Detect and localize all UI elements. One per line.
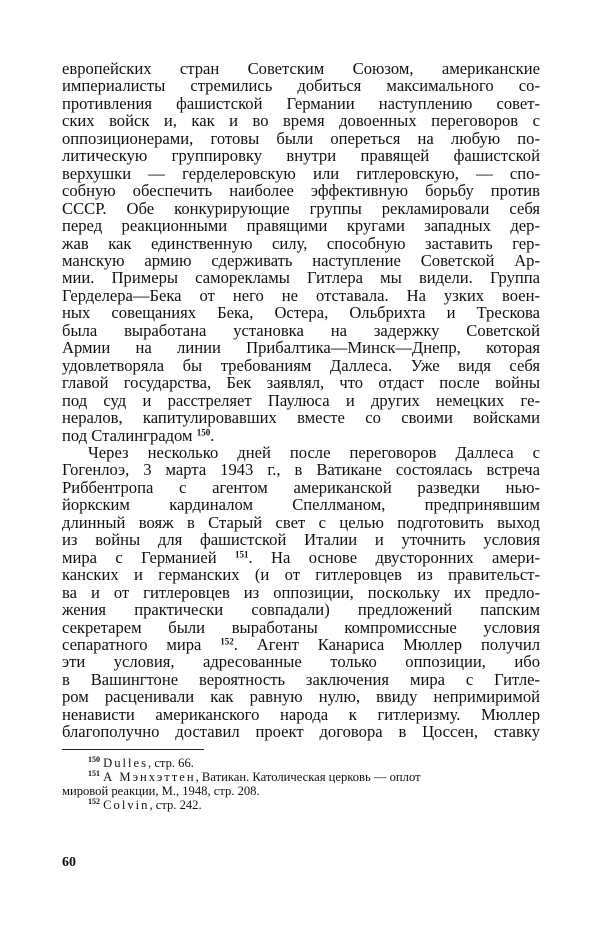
footnote-text: , стр. 242. xyxy=(149,797,202,812)
text-line xyxy=(62,549,540,566)
footnote-151 xyxy=(62,770,540,784)
text-line: ских войск и, как и во время довоенных переговоров с xyxy=(62,111,540,131)
text-line: Армии на линии Прибалтика—Минск—Днепр, которая xyxy=(62,338,540,358)
text-line: в Вашингтоне вероятность заключения мира с Гитле- xyxy=(62,669,540,689)
text-line xyxy=(62,636,540,653)
text-fragment: под Сталинградом xyxy=(62,425,193,445)
text-line: удовлетворяла бы требованиям Даллеса. Уже видя себя xyxy=(62,355,540,375)
footnote-ref-150: 150 xyxy=(196,427,211,438)
text-line: секретарем были выработаны компромиссные условия xyxy=(62,617,540,637)
footnote-150 xyxy=(62,756,540,770)
footnote-text: , Ватикан. Католическая церковь — оплот xyxy=(195,769,421,784)
text-line: йоркским кардиналом Спеллманом, предпринявшим xyxy=(62,495,540,515)
footnote-author: А Мэнхэттен xyxy=(103,769,196,784)
footnote-author: Dulles xyxy=(103,755,149,770)
text-line: ва и от гитлеровцев из оппозиции, поскольку их предло- xyxy=(62,582,540,602)
text-line: из войны для фашистской Италии и уточнить условия xyxy=(62,530,540,550)
text-line: европейских стран Советским Союзом, американские xyxy=(62,59,540,78)
text-line: Герделера—Бека от него не отставала. На узких воен- xyxy=(62,285,540,305)
text-line: собную обеспечить наиболее эффективную борьбу против xyxy=(62,181,540,201)
text-fragment: мира с Германией xyxy=(62,547,217,567)
footnote-151-continuation: мировой реакции, М., 1948, стр. 208. xyxy=(62,783,260,798)
text-line: манскую армию сдерживать наступление Советской Ар- xyxy=(62,250,540,270)
footnote-text: , стр. 66. xyxy=(148,755,194,770)
text-line: ных совещаниях Бека, Остера, Ольбрихта и Трескова xyxy=(62,303,540,323)
text-line: перед реакционными правящими кругами западных дер- xyxy=(62,216,540,236)
text-fragment: . Агент Канариса Мюллер получил xyxy=(233,634,540,654)
page-number: 60 xyxy=(62,855,76,870)
footnote-number: 151 xyxy=(88,768,100,778)
text-fragment: . xyxy=(210,425,215,445)
text-fragment: сепаратного мира xyxy=(62,634,202,654)
text-line: Риббентропа с агентом американской разведки нью- xyxy=(62,477,540,497)
text-line: империалисты стремились добиться максимального со- xyxy=(62,76,540,96)
text-line: под суд и расстреляет Паулюса и других немецких ге- xyxy=(62,390,540,410)
text-line: канских и германских (и от гитлеровцев из правительст- xyxy=(62,565,540,585)
footnote-author: Colvin xyxy=(103,797,150,812)
text-line: эти условия, адресованные только оппозиции, ибо xyxy=(62,652,540,672)
footnote-ref-152: 152 xyxy=(220,636,234,647)
text-line: жения практически совпадали) предложений папским xyxy=(62,600,540,620)
text-line: Через несколько дней после переговоров Даллеса с xyxy=(88,442,540,462)
footnote-152 xyxy=(62,798,540,812)
text-line: была выработана установка на задержку Советской xyxy=(62,320,540,340)
page-body xyxy=(62,60,540,812)
text-line: литическую группировку внутри правящей фашистской xyxy=(62,146,540,166)
text-line: верхушки — герделеровскую или гитлеровскую, — спо- xyxy=(62,163,540,183)
text-line: ром расценивали как равную нулю, ввиду непримиримой xyxy=(62,687,540,707)
footnote-divider xyxy=(62,749,204,750)
footnote-number: 150 xyxy=(88,754,100,764)
footnotes xyxy=(62,756,540,812)
text-fragment: . На основе двусторонних амери- xyxy=(248,547,540,567)
text-line xyxy=(62,427,540,444)
text-line: противления фашистской Германии наступлению совет- xyxy=(62,93,540,113)
text-line: жав как единственную силу, способную заставить гер- xyxy=(62,233,540,253)
text-line: Гогенлоэ, 3 марта 1943 г., в Ватикане состоялась встреча xyxy=(62,460,540,480)
text-line: нералов, капитулировавших вместе со своими войсками xyxy=(62,408,540,428)
text-line: главой государства, Бек заявлял, что отдаст после войны xyxy=(62,373,540,393)
paragraph-1 xyxy=(62,60,540,444)
footnote-number: 152 xyxy=(88,796,100,806)
text-line: длинный вояж в Старый свет с целью подготовить выход xyxy=(62,512,540,532)
text-line: ненависти американского народа к гитлеризму. Мюллер xyxy=(62,704,540,724)
text-line: мии. Примеры саморекламы Гитлера мы видели. Группа xyxy=(62,268,540,288)
text-line: СССР. Обе конкурирующие группы рекламировали себя xyxy=(62,198,540,218)
paragraph-2 xyxy=(62,444,540,741)
text-line: оппозиционерами, готовы были опереться на любую по- xyxy=(62,128,540,148)
footnote-ref-151: 151 xyxy=(235,549,249,560)
text-line: благополучно доставил проект договора в Цоссен, ставку xyxy=(62,722,540,742)
